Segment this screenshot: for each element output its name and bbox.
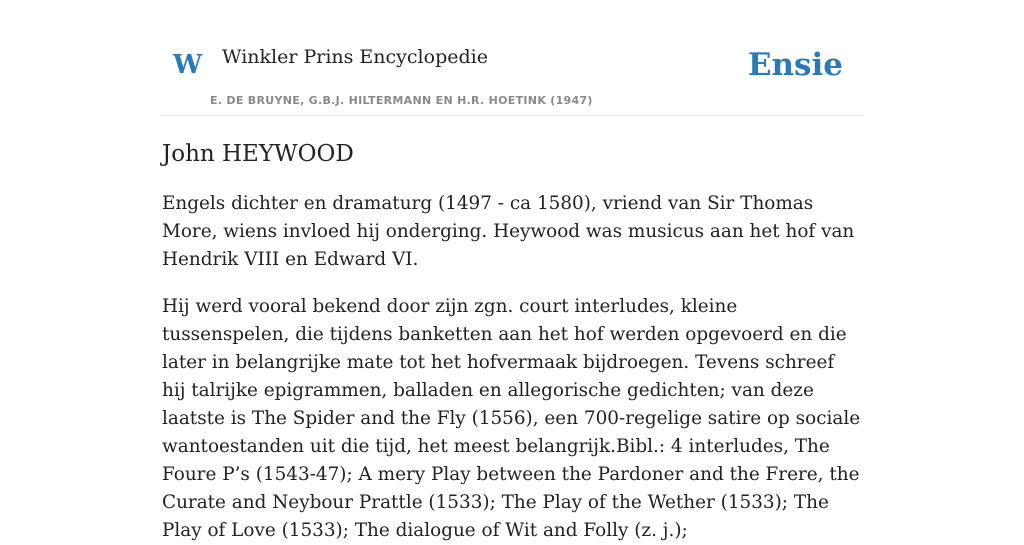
header [162, 0, 862, 116]
book-logo-icon[interactable]: W [173, 50, 203, 80]
article [162, 140, 862, 545]
article-title: John HEYWOOD [162, 141, 354, 167]
book-authors: E. DE BRUYNE, G.B.J. HILTERMANN EN H.R. HOETINK (1947) [210, 94, 593, 107]
book-title[interactable]: Winkler Prins Encyclopedie [222, 46, 488, 68]
ensie-logo-link[interactable]: Ensie [747, 47, 843, 83]
article-paragraph: Engels dichter en dramaturg (1497 - ca 1580), vriend van Sir Thomas More, wiens invloed hij onderging. Heywood was musicus aan het hof van Hendrik VIII en Edward VI. [162, 192, 855, 270]
article-paragraph: Hij werd vooral bekend door zijn zgn. court interludes, kleine tussenspelen, die tijdens banketten aan het hof werden opgevoerd en die later in belangrijke mate tot het hofvermaak bijdroegen. Tevens schreef hij talrijke epigrammen, balladen en allegorische gedichten; van deze laatste is The Spider and the Fly (1556), een 700-regelige satire op sociale wantoestanden uit die tijd, het meest belangrijk.Bibl.: 4 interludes, The Foure P’s (1543-47); A mery Play between the Pardoner and the Frere, the Curate and Neybour Prattle (1533); The Play of the Wether (1533); The Play of Love (1533); The dialogue of Wit and Folly (z. j.); [162, 295, 861, 541]
page [162, 0, 862, 545]
